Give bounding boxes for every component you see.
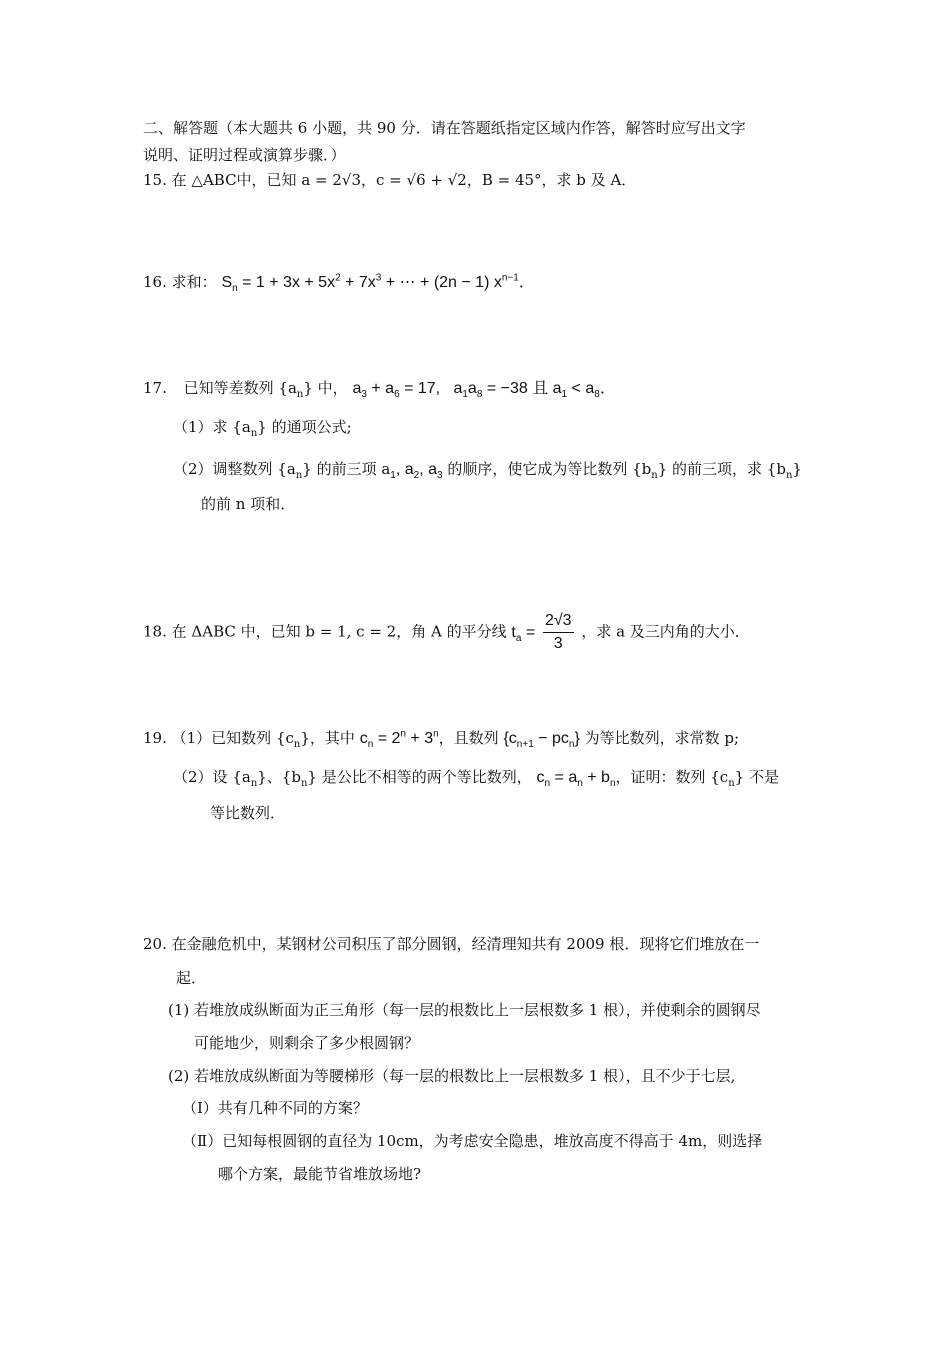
section-header-line-2: 说明、证明过程或演算步骤．）: [143, 146, 346, 164]
problem-15: [143, 170, 636, 190]
problem-20-q2-part-ii-line-1: （Ⅱ）已知每根圆钢的直径为 10cm，为考虑安全隐患，堆放高度不得高于 4m，则选择: [182, 1132, 763, 1150]
problem-20-q2-part-i: （Ⅰ）共有几种不同的方案？: [182, 1099, 368, 1117]
problem-number: 19.: [143, 729, 167, 747]
problem-20-line-2: 起．: [176, 969, 207, 987]
problem-17-part-2: （2）调整数列 $\{a_n\}$ 的前三项 $a_1$, $a_2$, $a_3$ 的顺序，使它成为等比数列 $\{b_n\}$ 的前三项，求 $\{b_n\}$: [173, 460, 802, 482]
sum-formula: $S_n = 1 + 3x + 5x^2 + 7x^3$ + ⋯ + (2n − 1) $x^{n-1}$．: [221, 272, 535, 295]
problem-number: 20.: [143, 935, 167, 953]
section-header-line-1: 二、解答题（本大题共 6 小题，共 90 分．请在答题纸指定区域内作答，解答时应写出文字: [143, 119, 746, 137]
problem-20-q2-part-ii-line-2: 哪个方案，最能节省堆放场地?: [218, 1165, 422, 1183]
problem-17-part-1: （1）求 $\{a_n\}$ 的通项公式;: [173, 418, 352, 439]
problem-number: 16.: [143, 273, 167, 291]
problem-number: 17.: [143, 379, 167, 397]
problem-text: 在 △ABC中，已知 a = 2√3，c = √6 + √2，B = 45°，求 b 及 A．: [171, 171, 637, 189]
problem-20-q2-line-1: (2) 若堆放成纵断面为等腰梯形（每一层的根数比上一层根数多 1 根），且不少于七层,: [168, 1067, 736, 1085]
problem-text: 求和：: [171, 273, 217, 291]
problem-20-q1-line-1: (1) 若堆放成纵断面为正三角形（每一层的根数比上一层根数多 1 根），并使剩余的圆钢尽: [168, 1001, 761, 1019]
problem-19-part-2: （2）设 $\{a_n\}$、$\{b_n\}$ 是公比不相等的两个等比数列， $c_n = a_n + b_n$，证明：数列 $\{c_n\}$ 不是: [173, 768, 779, 790]
fraction: $\frac{2√3}{3}$: [544, 612, 572, 652]
condition-formula: $a_3 + a_6 = 17$, $a_1a_8 = -38$ 且 $a_1 < a_8$．: [352, 380, 616, 401]
problem-19-part-2-line-2: 等比数列．: [210, 804, 286, 822]
problem-20-q1-line-2: 可能地少，则剩余了多少根圆钢？: [194, 1034, 420, 1052]
problem-17: 17. 已知等差数列 $\{a_n\}$ 中， $a_3 + a_6 = 17$, $a_1a_8 = -38$ 且 $a_1 < a_8$．: [143, 379, 616, 401]
problem-number: 18.: [143, 622, 167, 641]
problem-20: 20. 在金融危机中，某钢材公司积压了部分圆钢，经清理知共有 2009 根．现将它们堆放在一: [143, 935, 760, 953]
problem-17-part-2-line-2: 的前 n 项和．: [201, 495, 296, 513]
problem-number: 15.: [143, 171, 167, 189]
problem-18: 18. 在 ΔABC 中，已知 b = 1, c = 2，角 A 的平分线 $t_a$ = $\frac{2√3}{3}$ ，求 a 及三内角的大小．: [143, 610, 750, 655]
problem-19-part-1: 19. （1）已知数列 $\{c_n\}$，其中 $c_n = 2^n + 3^n$，且数列 $\{c_{n+1} - pc_n\}$ 为等比数列，求常数 p;: [143, 728, 740, 751]
problem-16: [143, 272, 535, 293]
